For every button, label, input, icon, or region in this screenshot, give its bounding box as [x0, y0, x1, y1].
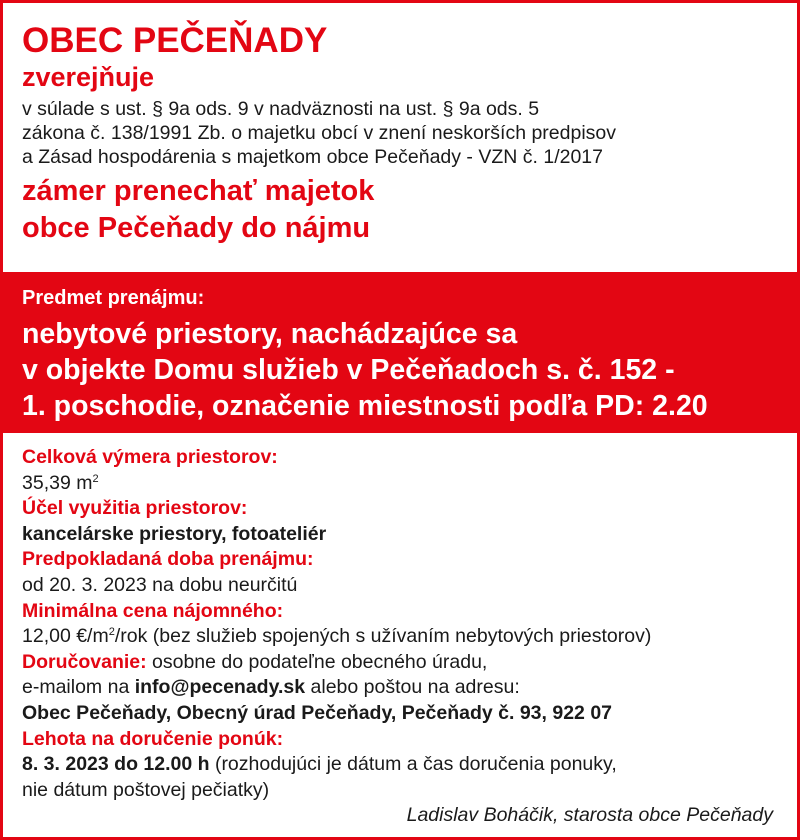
area-label: Celková výmera priestorov:: [22, 446, 278, 468]
price-superscript: 2: [108, 626, 115, 639]
price-note: /rok (bez služieb spojených s užívaním nebytových priestorov): [114, 625, 652, 648]
delivery-email-row: [22, 675, 789, 701]
subject-line: v objekte Domu služieb v Pečeňadoch s. č. 152 -: [22, 354, 675, 386]
legal-basis: [22, 97, 787, 169]
delivery-label: Doručovanie:: [22, 650, 147, 673]
deadline-label: Lehota na doručenie ponúk:: [22, 727, 284, 750]
publishes-subtitle: zverejňuje: [22, 62, 155, 92]
duration-label: Predpokladaná doba prenájmu:: [22, 548, 314, 571]
subject-line: 1. poschodie, označenie miestnosti podľa PD: 2.20: [22, 390, 708, 422]
subject-line: nebytové priestory, nachádzajúce sa: [22, 318, 518, 350]
delivery-email-suffix: alebo poštou na adresu:: [305, 676, 520, 699]
deadline-value: 8. 3. 2023 do 12.00 h: [22, 753, 210, 776]
area-number: 35,39 m: [22, 471, 93, 494]
subject-description: [22, 316, 797, 424]
price-amount: 12,00 €/m: [22, 625, 109, 648]
subject-label: Predmet prenájmu:: [22, 287, 205, 309]
delivery-row: [22, 650, 789, 676]
purpose-value: kancelárske priestory, fotoateliér: [22, 522, 327, 545]
delivery-email-prefix: e-mailom na: [22, 676, 135, 699]
municipality-title: OBEC PEČEŇADY: [22, 21, 328, 60]
legal-line: zákona č. 138/1991 Zb. o majetku obcí v znení neskorších predpisov: [22, 122, 617, 144]
area-value: [22, 471, 789, 497]
legal-line: a Zásad hospodárenia s majetkom obce Pečeňady - VZN č. 1/2017: [22, 146, 603, 168]
subject-band: [3, 272, 797, 433]
legal-line: v súlade s ust. § 9a ods. 9 v nadväznosti na ust. § 9a ods. 5: [22, 98, 540, 120]
intent-line: obce Pečeňady do nájmu: [22, 212, 371, 244]
notice-details: [22, 445, 789, 803]
price-value: [22, 624, 789, 650]
intent-heading: [22, 173, 787, 247]
delivery-text: osobne do podateľne obecného úradu,: [146, 650, 488, 673]
mayor-signature: Ladislav Boháčik, starosta obce Pečeňady: [406, 804, 773, 826]
deadline-note: (rozhodujúci je dátum a čas doručenia ponuky,: [209, 753, 617, 776]
area-superscript: 2: [92, 472, 99, 485]
notice-header: [22, 21, 787, 247]
duration-value: od 20. 3. 2023 na dobu neurčitú: [22, 573, 298, 596]
intent-line: zámer prenechať majetok: [22, 175, 375, 207]
delivery-email: info@pecenady.sk: [134, 676, 306, 699]
purpose-label: Účel využitia priestorov:: [22, 497, 248, 520]
deadline-note-continued: nie dátum poštovej pečiatky): [22, 778, 270, 801]
price-label: Minimálna cena nájomného:: [22, 599, 284, 622]
deadline-row: [22, 752, 789, 778]
delivery-address: Obec Pečeňady, Obecný úrad Pečeňady, Pečeňady č. 93, 922 07: [22, 701, 613, 724]
